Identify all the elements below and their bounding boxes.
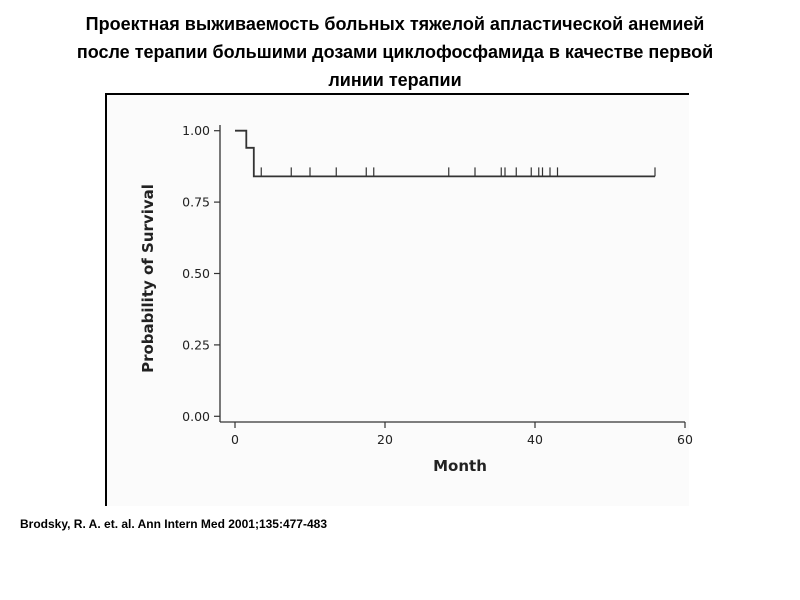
x-axis-title: Month	[433, 457, 487, 475]
slide-title	[0, 10, 790, 94]
citation: Brodsky, R. A. et. al. Ann Intern Med 2001;135:477-483	[20, 517, 327, 531]
chart-figure	[105, 93, 693, 506]
survival-series	[235, 131, 655, 177]
title-line-2: после терапии большими дозами циклофосфамида в качестве первой	[76, 42, 714, 62]
y-tick-label: 1.00	[182, 123, 210, 139]
survival-curve	[235, 131, 655, 177]
y-axis	[182, 123, 220, 424]
title-line-1: Проектная выживаемость больных тяжелой апластической анемией	[85, 14, 705, 34]
y-tick-label: 0.50	[182, 266, 210, 281]
survival-chart	[107, 95, 691, 508]
x-tick-label: 40	[527, 432, 543, 447]
y-tick-label: 0.00	[182, 408, 210, 424]
y-tick-label: 0.25	[182, 337, 210, 353]
x-tick-label: 60	[677, 432, 693, 447]
title-line-3: линии терапии	[328, 70, 462, 90]
x-axis	[220, 422, 693, 447]
y-tick-label: 0.75	[182, 194, 210, 210]
x-tick-label: 20	[377, 432, 393, 447]
x-tick-label: 0	[231, 432, 239, 447]
y-axis-title: Probability of Survival	[139, 184, 157, 373]
